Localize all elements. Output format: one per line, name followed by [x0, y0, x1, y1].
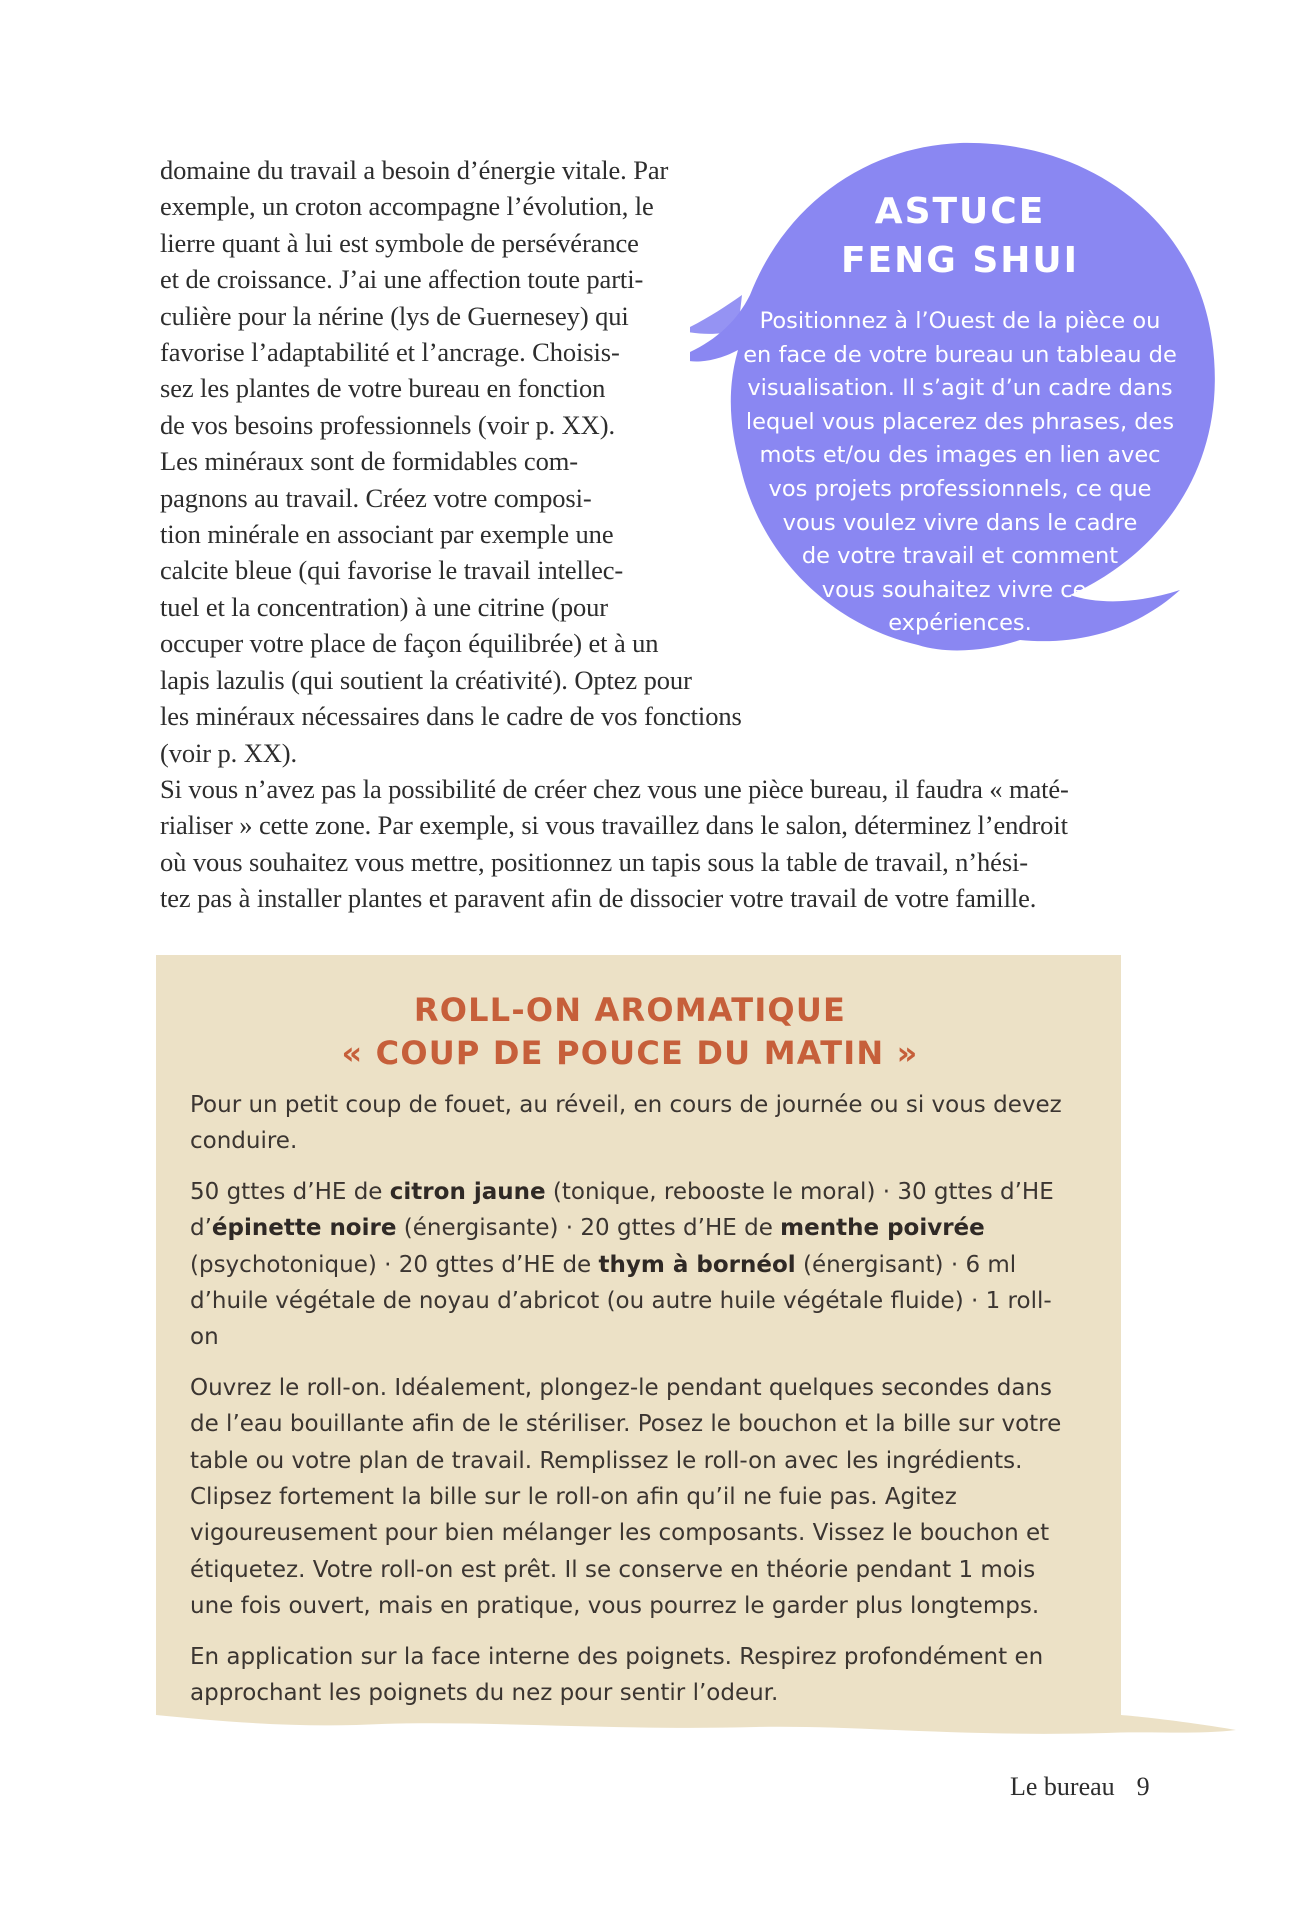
recipe-title: ROLL-ON AROMATIQUE « COUP DE POUCE DU MATIN » — [341, 991, 919, 1072]
recipe-usage: En application sur la face interne des poignets. Respirez profondément en approchant les poignets du nez pour sentir l’odeur. — [190, 1643, 1044, 1707]
body-line: lierre quant à lui est symbole de persévérance — [160, 227, 639, 258]
body-line: de vos besoins professionnels (voir p. XX). — [160, 409, 615, 440]
body-line: occuper votre place de façon équilibrée) et à un — [160, 628, 659, 659]
body-line: Les minéraux sont de formidables com- — [160, 446, 578, 477]
body-line: les minéraux nécessaires dans le cadre de vos fonctions — [160, 701, 742, 732]
recipe-body — [190, 1087, 1072, 1726]
ingredient-name: menthe poivrée — [780, 1215, 985, 1242]
recipe-ingredients: 50 gttes d’HE de citron jaune (tonique, rebooste le moral) · 30 gttes d’HE d’épinette noire (énergisante) · 20 gttes d’HE de menthe poivrée (psychotonique) · 20 gttes d’HE de thym à bornéol (énergisant) · 6 ml d’huile végétale de noyau d’abricot (ou autre huile végétale fluide) · 1 roll-on — [190, 1178, 1054, 1351]
feng-shui-callout — [690, 135, 1250, 695]
page-footer — [1010, 1772, 1150, 1802]
section-name: Le bureau — [1010, 1772, 1115, 1801]
body-line: domaine du travail a besoin d’énergie vitale. Par — [160, 155, 669, 185]
body-line: où vous souhaitez vous mettre, positionnez un tapis sous la table de travail, n’hési- — [160, 846, 1029, 877]
recipe-box — [156, 955, 1246, 1735]
ingredient-name: thym à bornéol — [598, 1251, 796, 1278]
ingredient-name: citron jaune — [389, 1178, 546, 1205]
recipe-instructions: Ouvrez le roll-on. Idéalement, plongez-le pendant quelques secondes dans de l’eau bouillante afin de le stériliser. Posez le bouchon et la bille sur votre table ou votre plan de travail. Remplissez le roll-on avec les ingrédients. Clipsez fortement la bille sur le roll-on afin qu’il ne fuie pas. Agitez vigoureusement pour bien mélanger les composants. Vissez le bouchon et étiquetez. Votre roll-on est prêt. Il se conserve en théorie pendant 1 mois une fois ouvert, mais en pratique, vous pourrez le garder plus longtemps. — [190, 1374, 1062, 1620]
body-line: rialiser » cette zone. Par exemple, si vous travaillez dans le salon, déterminez l’endroit — [160, 810, 1068, 841]
body-line: lapis lazulis (qui soutient la créativité). Optez pour — [160, 664, 692, 695]
callout-text: Positionnez à l’Ouest de la pièce ou en face de votre bureau un tableau de visualisation. Il s’agit d’un cadre dans lequel vous placerez des phrases, des mots et/ou des images en lien avec vos projets professionnels, ce que vous voulez vivre dans le cadre de votre travail et comment vous souhaitez vivre ces expériences. — [743, 308, 1177, 637]
body-line: tez pas à installer plantes et paravent afin de dissocier votre travail de votre famille. — [160, 883, 1037, 914]
body-line: calcite bleue (qui favorise le travail intellec- — [160, 555, 624, 586]
body-line: (voir p. XX). — [160, 737, 298, 768]
ingredient-name: épinette noire — [211, 1215, 397, 1242]
body-line: Si vous n’avez pas la possibilité de créer chez vous une pièce bureau, il faudra « maté- — [160, 773, 1069, 804]
body-line: tion minérale en associant par exemple une — [160, 519, 614, 550]
body-line: pagnons au travail. Créez votre composi- — [160, 482, 592, 513]
recipe-intro: Pour un petit coup de fouet, au réveil, en cours de journée ou si vous devez conduire. — [190, 1092, 1062, 1155]
callout-title: ASTUCE FENG SHUI — [840, 191, 1080, 281]
body-line: exemple, un croton accompagne l’évolution, le — [160, 191, 654, 222]
body-line: culière pour la nérine (lys de Guernesey) qui — [160, 300, 629, 331]
body-line: et de croissance. J’ai une affection toute parti- — [160, 264, 644, 295]
page-number: 9 — [1136, 1772, 1150, 1801]
body-line: sez les plantes de votre bureau en fonction — [160, 373, 606, 404]
body-line: tuel et la concentration) à une citrine (pour — [160, 591, 609, 622]
body-line: favorise l’adaptabilité et l’ancrage. Choisis- — [160, 337, 620, 368]
